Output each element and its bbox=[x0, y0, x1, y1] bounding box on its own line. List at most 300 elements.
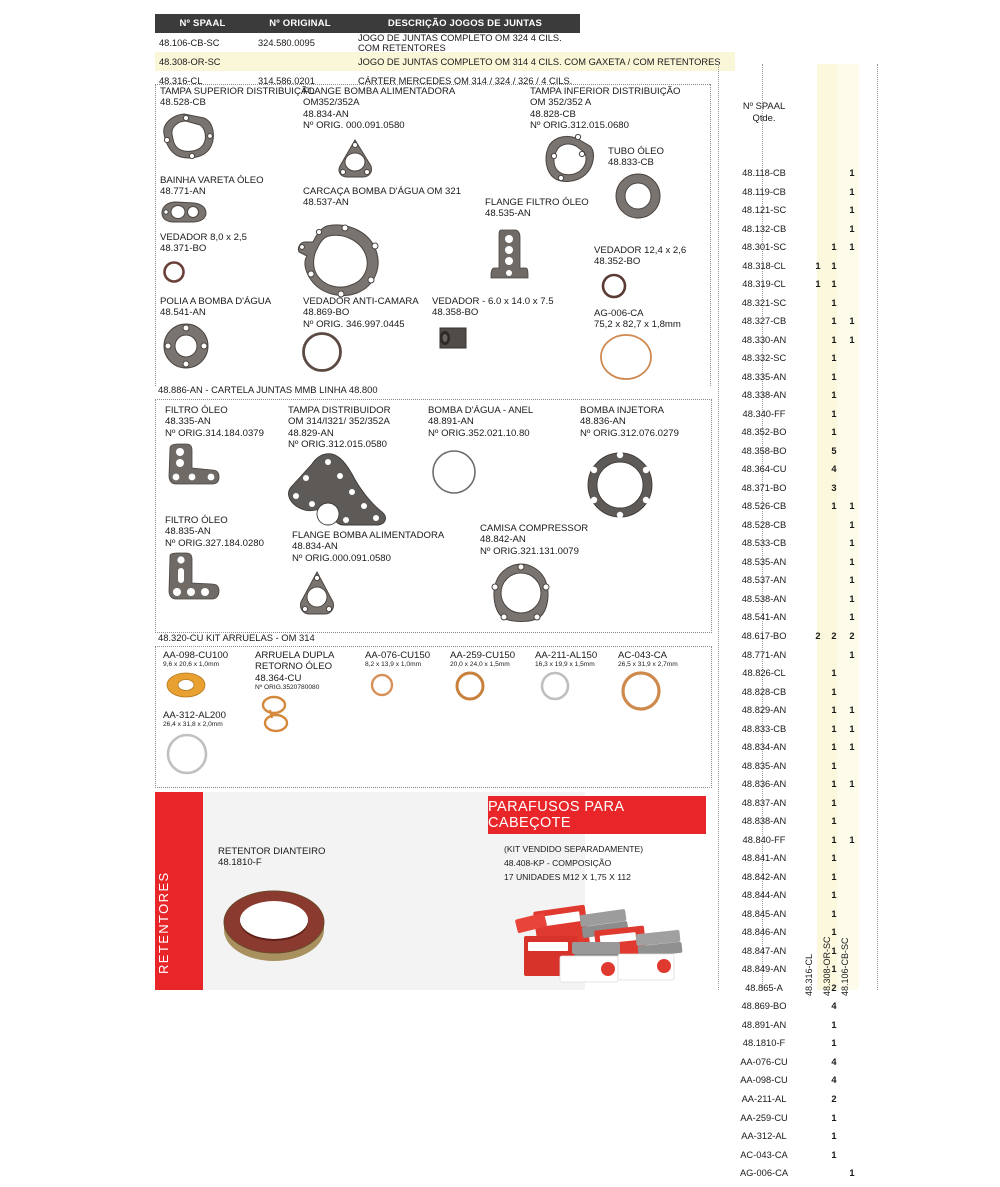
qtable-row bbox=[718, 1131, 878, 1150]
qtable-row bbox=[718, 909, 878, 928]
part-aa-312-al200 bbox=[163, 710, 226, 729]
part-orig: Nº ORIG. 346.997.0445 bbox=[303, 318, 405, 330]
part-camisa-compressor bbox=[480, 523, 588, 557]
oring-ag-006-icon bbox=[598, 332, 654, 382]
header-col-descricao: DESCRIÇÃO JOGOS DE JUNTAS bbox=[387, 18, 543, 29]
arruelas-title: 48.320-CU KIT ARRUELAS - OM 314 bbox=[158, 632, 315, 643]
qtable-row-name: 48.319-CL bbox=[742, 279, 786, 290]
qtable-row-name: 48.771-AN bbox=[741, 649, 787, 660]
washer-code: AA-211-AL150 bbox=[535, 650, 598, 661]
qtable-row bbox=[718, 242, 878, 261]
part-label: POLIA A BOMBA D'ÁGUA bbox=[160, 296, 272, 307]
washer-aa-076-icon bbox=[368, 672, 396, 698]
oil-seal-retentor-icon bbox=[220, 884, 328, 964]
part-ac-043-ca bbox=[618, 650, 678, 669]
washer-size: 26,5 x 31,9 x 2,7mm bbox=[618, 661, 678, 669]
qtable-row-name: 48.352-BO bbox=[741, 427, 787, 438]
part-label: FLANGE FILTRO ÓLEO bbox=[485, 197, 589, 208]
qtable-qty-2: 1 bbox=[849, 334, 855, 345]
qtable-qty-1: 1 bbox=[831, 242, 837, 253]
washer-orig: Nº ORIG.3520780080 bbox=[255, 684, 320, 692]
qtable-row bbox=[718, 687, 878, 706]
qtable-title-line1: Nº SPAAL bbox=[742, 100, 786, 111]
qtable-qty-1: 1 bbox=[831, 908, 837, 919]
qtable-qty-1: 1 bbox=[831, 260, 837, 271]
qtable-row-name: 48.364-CU bbox=[741, 464, 787, 475]
qtable-row-name: AA-098-CU bbox=[740, 1075, 788, 1086]
part-orig: Nº ORIG.312.015.0680 bbox=[530, 120, 629, 132]
part-code: 48.836-AN bbox=[580, 416, 626, 428]
qtable-row-name: 48.835-AN bbox=[741, 760, 787, 771]
part-label: TAMPA SUPERIOR DISTRIBUIÇÃO bbox=[160, 86, 315, 97]
part-ag-006-ca bbox=[594, 308, 681, 331]
part-label: RETENTOR DIANTEIRO bbox=[218, 846, 326, 857]
part-code: 48.869-BO bbox=[303, 307, 350, 319]
washer-size: 9,6 x 20,6 x 1,0mm bbox=[163, 661, 220, 669]
qtable-row-name: 48.338-AN bbox=[741, 390, 787, 401]
qtable-qty-1: 1 bbox=[831, 890, 837, 901]
qtable-row bbox=[718, 705, 878, 724]
qtable-row-name: AA-076-CU bbox=[740, 1056, 788, 1067]
part-vedador-12-4-x-2-6 bbox=[594, 245, 686, 268]
qtable-row-name: 48.836-AN bbox=[741, 779, 787, 790]
qtable-qty-1: 1 bbox=[831, 1149, 837, 1160]
qtable-title bbox=[718, 100, 810, 124]
part-code: 48.828-CB bbox=[530, 108, 576, 120]
part-label: BOMBA D'ÁGUA - ANEL bbox=[428, 405, 534, 416]
parafusos-line-2: 48.408-KP - COMPOSIÇÃO bbox=[504, 858, 612, 868]
gasket-bainha-vareta-icon bbox=[160, 200, 208, 224]
qtable-row bbox=[718, 446, 878, 465]
washer-size: 16,3 x 19,9 x 1,5mm bbox=[535, 661, 595, 669]
qtable-row bbox=[718, 650, 878, 669]
part-label: CAMISA COMPRESSOR bbox=[480, 523, 589, 534]
gasket-tampa-inferior-icon bbox=[536, 132, 596, 190]
qtable-qty-0: 1 bbox=[815, 279, 821, 290]
row-desc: JOGO DE JUNTAS COMPLETO OM 324 4 CILS. COM RETENTORES bbox=[358, 32, 562, 53]
washer-aa-098-icon bbox=[166, 672, 206, 698]
part-orig: Nº ORIG.000.091.0580 bbox=[292, 552, 391, 564]
row-spaal: 48.308-OR-SC bbox=[159, 56, 221, 67]
qtable-col-label-2: 48.106-CB-SC bbox=[840, 937, 850, 996]
qtable-qty-1: 4 bbox=[831, 1056, 837, 1067]
qtable-qty-2: 1 bbox=[849, 612, 855, 623]
qtable-row bbox=[718, 316, 878, 335]
row-spaal: 48.106-CB-SC bbox=[159, 37, 220, 48]
part-aa-098-cu100 bbox=[163, 650, 228, 669]
part-label: VEDADOR ANTI-CAMARA bbox=[303, 296, 419, 307]
qtable-qty-1: 3 bbox=[831, 482, 837, 493]
divider-left-top bbox=[155, 84, 156, 386]
qtable-qty-1: 1 bbox=[831, 279, 837, 290]
qtable-title-line2: Qtde. bbox=[752, 112, 776, 123]
part-label: TAMPA INFERIOR DISTRIBUIÇÃO bbox=[530, 86, 681, 97]
qtable-row-name: 48.318-CL bbox=[742, 260, 786, 271]
oring-vedador-8-icon bbox=[162, 260, 186, 284]
cartela-title: 48.886-AN - CARTELA JUNTAS MMB LINHA 48.800 bbox=[158, 384, 378, 395]
divider-top bbox=[155, 84, 710, 85]
qtable-row-name: 48.891-AN bbox=[741, 1019, 787, 1030]
gasket-tampa-distribuidor-icon bbox=[282, 452, 390, 538]
qtable-row-name: 48.327-CB bbox=[741, 316, 787, 327]
qtable-qty-2: 1 bbox=[849, 186, 855, 197]
qtable-row bbox=[718, 501, 878, 520]
part-label: VEDADOR 8,0 x 2,5 bbox=[160, 232, 247, 243]
qtable-row bbox=[718, 427, 878, 446]
part-vedador-6-0-x-14-0 bbox=[432, 296, 554, 319]
part-code: 48.535-AN bbox=[485, 208, 531, 220]
qtable-qty-1: 1 bbox=[831, 316, 837, 327]
qtable-row-name: 48.371-BO bbox=[741, 482, 787, 493]
qtable-row-name: 48.537-AN bbox=[741, 575, 787, 586]
qtable-row bbox=[718, 890, 878, 909]
qtable-row bbox=[718, 483, 878, 502]
qtable-row-name: 48.838-AN bbox=[741, 816, 787, 827]
row-desc: CÁRTER MERCEDES OM 314 / 324 / 326 / 4 CILS. bbox=[358, 75, 573, 86]
qtable-qty-1: 1 bbox=[831, 1131, 837, 1142]
qtable-qty-1: 1 bbox=[831, 1112, 837, 1123]
qtable-row-name: 48.1810-F bbox=[742, 1038, 786, 1049]
qtable-qty-1: 1 bbox=[831, 760, 837, 771]
header-row bbox=[155, 52, 735, 71]
oring-vedador-anti-camara-icon bbox=[300, 330, 344, 374]
qtable-row-name: 48.846-AN bbox=[741, 927, 787, 938]
qtable-row-name: 48.118-CB bbox=[742, 168, 786, 178]
part-filtro-oleo-48835 bbox=[165, 515, 264, 549]
washer-aa-259-icon bbox=[453, 670, 487, 702]
qtable-row bbox=[718, 261, 878, 280]
washer-code2: 48.364-CU bbox=[255, 672, 302, 684]
qtable-row-name: 48.535-AN bbox=[741, 556, 787, 567]
qtable-row-name: 48.865-A bbox=[745, 982, 783, 993]
qtable-row bbox=[718, 927, 878, 946]
part-label: TUBO ÓLEO bbox=[608, 146, 664, 157]
washer-dupla-icon bbox=[258, 696, 294, 736]
parafusos-info bbox=[504, 842, 643, 884]
qtable-row bbox=[718, 168, 878, 187]
part-label: VEDADOR 12,4 x 2,6 bbox=[594, 245, 687, 256]
qtable-row bbox=[718, 224, 878, 243]
part-code: 48.834-AN bbox=[303, 108, 349, 120]
qtable-qty-2: 1 bbox=[849, 556, 855, 567]
qtable-row bbox=[718, 1001, 878, 1020]
qtable-qty-1: 1 bbox=[831, 853, 837, 864]
qtable-row-name: 48.340-FF bbox=[742, 408, 786, 419]
oring-bomba-dagua-icon bbox=[430, 448, 478, 496]
part-orig: Nº ORIG.312.076.0279 bbox=[580, 427, 679, 439]
washer-ac-043-icon bbox=[620, 670, 662, 712]
part-filtro-oleo-48335 bbox=[165, 405, 264, 439]
part-tubo-oleo bbox=[608, 146, 664, 169]
qtable-qty-2: 1 bbox=[849, 575, 855, 586]
qtable-qty-1: 4 bbox=[831, 464, 837, 475]
part-retentor-dianteiro bbox=[218, 846, 326, 869]
qtable-qty-1: 5 bbox=[831, 445, 837, 456]
qtable-qty-1: 1 bbox=[831, 1038, 837, 1049]
gasket-flange-bomba-2-icon bbox=[296, 570, 338, 618]
qtable-row bbox=[718, 742, 878, 761]
qtable-qty-2: 1 bbox=[849, 742, 855, 753]
part-sub: OM352/352A bbox=[303, 97, 360, 109]
qtable-qty-1: 2 bbox=[831, 631, 837, 641]
qtable-qty-1: 1 bbox=[831, 945, 837, 956]
qtable-row-name: 48.837-AN bbox=[741, 797, 787, 808]
qtable-row bbox=[718, 1150, 878, 1169]
part-flange-filtro-oleo bbox=[485, 197, 589, 220]
qtable-row bbox=[718, 187, 878, 206]
part-vedador-anti-camara bbox=[303, 296, 419, 330]
part-code: 48.833-CB bbox=[608, 157, 654, 169]
gasket-filtro-oleo-2-icon bbox=[166, 553, 220, 603]
washer-size: 20,0 x 24,0 x 1,5mm bbox=[450, 661, 510, 669]
part-bainha-vareta-oleo bbox=[160, 175, 264, 198]
qtable-row bbox=[718, 409, 878, 428]
qtable-row bbox=[718, 520, 878, 539]
qtable-row bbox=[718, 1094, 878, 1113]
bolt-boxes-photo-icon bbox=[512, 898, 692, 986]
qtable-row-name: 48.121-SC bbox=[741, 205, 787, 216]
qtable-qty-1: 1 bbox=[831, 797, 837, 808]
qtable-row bbox=[718, 835, 878, 854]
part-flange-bomba-alimentadora bbox=[303, 86, 455, 132]
washer-code: AA-098-CU100 bbox=[163, 650, 229, 661]
qtable-row-name: 48.833-CB bbox=[741, 723, 787, 734]
qtable-row bbox=[718, 1075, 878, 1094]
qtable-qty-1: 1 bbox=[831, 408, 837, 419]
qtable-row-name: AA-312-AL bbox=[741, 1131, 787, 1142]
washer-code: ARRUELA DUPLA bbox=[255, 650, 335, 661]
qtable-row-name: 48.841-AN bbox=[741, 853, 787, 864]
row-desc: JOGO DE JUNTAS COMPLETO OM 314 4 CILS. COM GAXETA / COM RETENTORES bbox=[358, 56, 721, 67]
qtable-row-name: 48.849-AN bbox=[741, 964, 787, 975]
qtable-row bbox=[718, 390, 878, 409]
qtable-row-name: 48.533-CB bbox=[741, 538, 787, 549]
qtable-qty-1: 1 bbox=[831, 390, 837, 401]
qtable-qty-2: 1 bbox=[849, 593, 855, 604]
qtable-row bbox=[718, 631, 878, 650]
spaal-header-table bbox=[155, 14, 721, 90]
qtable-qty-2: 1 bbox=[849, 501, 855, 512]
qtable-row bbox=[718, 853, 878, 872]
qtable-row bbox=[718, 779, 878, 798]
part-label: FLANGE BOMBA ALIMENTADORA bbox=[303, 86, 456, 97]
washer-code: AA-259-CU150 bbox=[450, 650, 516, 661]
header-col-spaal: Nº SPAAL bbox=[179, 18, 226, 29]
qtable-qty-2: 1 bbox=[849, 205, 855, 216]
qtable-qty-2: 1 bbox=[849, 242, 855, 253]
row-original: 324.580.0095 bbox=[258, 37, 315, 48]
qtable-qty-1: 4 bbox=[831, 1075, 837, 1086]
part-code: 48.528-CB bbox=[160, 97, 206, 109]
part-flange-bomba-alimentadora-2 bbox=[292, 530, 444, 564]
qtable-row-name: 48.869-BO bbox=[741, 1001, 787, 1012]
qtable-row bbox=[718, 1057, 878, 1076]
qtable-qty-1: 1 bbox=[831, 927, 837, 938]
qtable-row-name: 48.845-AN bbox=[741, 908, 787, 919]
oring-vedador-12-icon bbox=[600, 272, 628, 300]
gasket-filtro-oleo-1-icon bbox=[166, 444, 220, 488]
qtable-row bbox=[718, 798, 878, 817]
qtable-row-name: AC-043-CA bbox=[740, 1149, 788, 1160]
part-orig: Nº ORIG. 000.091.0580 bbox=[303, 120, 405, 132]
parafusos-line-1: (KIT VENDIDO SEPARADAMENTE) bbox=[504, 844, 644, 854]
qtable-row-name: 48.528-CB bbox=[741, 519, 787, 530]
part-label: CARCAÇA BOMBA D'ÁGUA OM 321 bbox=[303, 186, 462, 197]
part-label: AG-006-CA bbox=[594, 308, 644, 319]
qtable-qty-1: 2 bbox=[831, 982, 837, 993]
qtable-row-name: 48.828-CB bbox=[741, 686, 787, 697]
qtable-qty-0: 1 bbox=[815, 260, 821, 271]
washer-size: 8,2 x 13,9 x 1,0mm bbox=[365, 661, 422, 669]
gasket-flange-bomba-icon bbox=[335, 138, 377, 180]
qtable-row-name: 48.132-CB bbox=[741, 223, 787, 234]
quantity-table bbox=[718, 64, 878, 1179]
qtable-row bbox=[718, 335, 878, 354]
qtable-qty-1: 2 bbox=[831, 1094, 837, 1104]
qtable-qty-1: 1 bbox=[831, 334, 837, 345]
qtable-qty-2: 1 bbox=[849, 779, 855, 790]
part-label: BOMBA INJETORA bbox=[580, 405, 665, 416]
qtable-row bbox=[718, 983, 878, 1002]
qtable-row bbox=[718, 372, 878, 391]
gasket-carcaca-bomba-icon bbox=[297, 222, 383, 298]
qtable-qty-1: 1 bbox=[831, 779, 837, 790]
part-code: 48.541-AN bbox=[160, 307, 206, 319]
bushing-vedador-6-icon bbox=[436, 324, 470, 352]
qtable-row-name: AA-211-AL bbox=[741, 1094, 787, 1104]
qtable-qty-2: 2 bbox=[849, 631, 855, 641]
header-col-original: Nº ORIGINAL bbox=[269, 18, 331, 29]
gasket-camisa-compressor-icon bbox=[490, 562, 552, 624]
qtable-row-name: 48.541-AN bbox=[741, 612, 787, 623]
qtable-qty-2: 1 bbox=[849, 705, 855, 716]
qtable-row-name: 48.842-AN bbox=[741, 871, 787, 882]
part-sub: OM 352/352 A bbox=[530, 97, 592, 109]
part-label: VEDADOR - 6.0 x 14.0 x 7.5 bbox=[432, 296, 554, 307]
part-code: 48.842-AN bbox=[480, 534, 526, 546]
qtable-row bbox=[718, 594, 878, 613]
part-sub: OM 314/I321/ 352/352A bbox=[288, 416, 390, 428]
qtable-qty-2: 1 bbox=[849, 316, 855, 327]
qtable-row-name: 48.332-SC bbox=[741, 353, 787, 364]
washer-code: AC-043-CA bbox=[618, 650, 668, 661]
qtable-row bbox=[718, 353, 878, 372]
part-carcaca-bomba-dagua bbox=[303, 186, 461, 209]
part-code: 48.537-AN bbox=[303, 197, 349, 209]
qtable-qty-2: 1 bbox=[849, 168, 855, 178]
qtable-qty-1: 1 bbox=[831, 371, 837, 382]
part-code: 48.891-AN bbox=[428, 416, 474, 428]
parafusos-title: PARAFUSOS PARA CABEÇOTE bbox=[488, 799, 624, 831]
qtable-row bbox=[718, 724, 878, 743]
part-code: 48.835-AN bbox=[165, 526, 211, 538]
qtable-qty-1: 1 bbox=[831, 427, 837, 438]
qtable-row bbox=[718, 205, 878, 224]
part-aa-259-cu150 bbox=[450, 650, 515, 669]
part-code: 48.1810-F bbox=[218, 857, 262, 869]
qtable-qty-1: 1 bbox=[831, 871, 837, 882]
qtable-row bbox=[718, 668, 878, 687]
qtable-row-name: 48.538-AN bbox=[741, 593, 787, 604]
qtable-row bbox=[718, 1168, 878, 1187]
part-code: 48.834-AN bbox=[292, 541, 338, 553]
part-label: FLANGE BOMBA ALIMENTADORA bbox=[292, 530, 445, 541]
qtable-row bbox=[718, 298, 878, 317]
qtable-qty-1: 1 bbox=[831, 501, 837, 512]
part-label: FILTRO ÓLEO bbox=[165, 515, 228, 526]
qtable-qty-1: 1 bbox=[831, 705, 837, 716]
qtable-qty-1: 1 bbox=[831, 964, 837, 975]
header-row bbox=[155, 33, 580, 52]
washer-code: AA-076-CU150 bbox=[365, 650, 431, 661]
part-tampa-inferior-distribuicao bbox=[530, 86, 681, 132]
qtable-row bbox=[718, 1113, 878, 1132]
qtable-row bbox=[718, 279, 878, 298]
gasket-tampa-superior-icon bbox=[158, 112, 220, 164]
washer-size: 26,4 x 31,8 x 2,0mm bbox=[163, 721, 223, 729]
qtable-row-name: AG-006-CA bbox=[739, 1168, 789, 1179]
washer-code: AA-312-AL200 bbox=[163, 710, 226, 721]
part-polia-bomba-dagua bbox=[160, 296, 271, 319]
retentores-side-strip bbox=[155, 792, 203, 990]
part-code: 48.371-BO bbox=[160, 243, 207, 255]
part-orig: Nº ORIG.321.131.0079 bbox=[480, 545, 579, 557]
qtable-qty-1: 1 bbox=[831, 1019, 837, 1030]
part-bomba-injetora bbox=[580, 405, 679, 439]
part-code: 48.358-BO bbox=[432, 307, 479, 319]
qtable-qty-2: 1 bbox=[849, 649, 855, 660]
qtable-qty-1: 1 bbox=[831, 742, 837, 753]
qtable-row bbox=[718, 557, 878, 576]
qtable-row bbox=[718, 964, 878, 983]
qtable-row-name: 48.844-AN bbox=[741, 890, 787, 901]
qtable-row bbox=[718, 1038, 878, 1057]
part-tampa-superior-distribuicao bbox=[160, 86, 315, 109]
row-original: 314.586.0201 bbox=[258, 75, 315, 86]
qtable-row-name: 48.840-FF bbox=[742, 834, 786, 845]
qtable-row-name: 48.617-BO bbox=[741, 631, 787, 641]
qtable-qty-2: 1 bbox=[849, 834, 855, 845]
qtable-row bbox=[718, 761, 878, 780]
qtable-row bbox=[718, 1020, 878, 1039]
part-tampa-distribuidor bbox=[288, 405, 391, 451]
gasket-polia-bomba-icon bbox=[162, 322, 210, 370]
qtable-row bbox=[718, 816, 878, 835]
part-vedador-8-0-x-2-5 bbox=[160, 232, 247, 255]
part-orig: Nº ORIG.314.184.0379 bbox=[165, 427, 264, 439]
gasket-tubo-oleo-icon bbox=[613, 172, 663, 220]
qtable-row-name: 48.526-CB bbox=[741, 501, 787, 512]
washer-aa-312-icon bbox=[165, 733, 209, 775]
part-code: 48.771-AN bbox=[160, 186, 206, 198]
parafusos-line-3: 17 UNIDADES M12 X 1,75 X 112 bbox=[504, 872, 631, 882]
washer-aa-211-icon bbox=[538, 670, 572, 702]
qtable-row-name: AA-259-CU bbox=[740, 1112, 788, 1123]
qtable-qty-2: 1 bbox=[849, 538, 855, 549]
retentores-side-label: RETENTORES bbox=[156, 871, 171, 974]
gasket-flange-filtro-icon bbox=[490, 228, 528, 282]
part-size: 75,2 x 82,7 x 1,8mm bbox=[594, 319, 681, 331]
qtable-qty-1: 1 bbox=[831, 297, 837, 308]
part-label: TAMPA DISTRIBUIDOR bbox=[288, 405, 391, 416]
parafusos-header bbox=[488, 796, 706, 834]
qtable-qty-1: 1 bbox=[831, 686, 837, 697]
qtable-row-name: 48.119-CB bbox=[742, 186, 786, 197]
qtable-row bbox=[718, 464, 878, 483]
part-code: 48.829-AN bbox=[288, 427, 334, 439]
qtable-qty-2: 1 bbox=[849, 723, 855, 734]
qtable-row-name: 48.330-AN bbox=[741, 334, 787, 345]
